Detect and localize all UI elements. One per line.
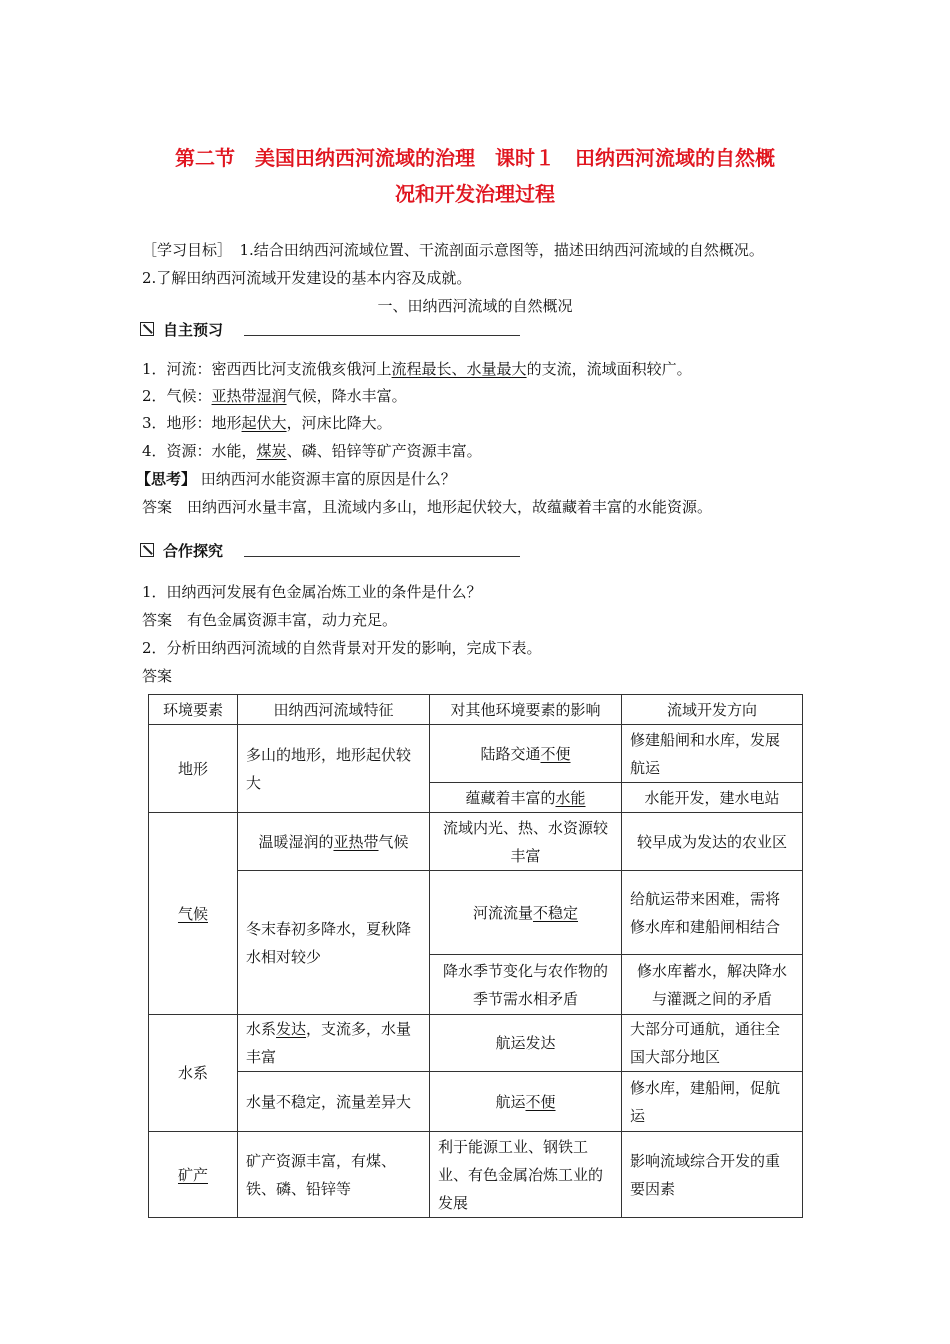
climate-feature-2: 冬末春初多降水，夏秋降水相对较少 [238,871,430,1015]
text-fragment: 蕴藏着丰富的 [465,788,556,807]
water-direction-1: 大部分可通航，通往全国大部分地区 [622,1015,803,1072]
climate-effect-1: 流域内光、热、水资源较丰富 [430,813,622,871]
factor-terrain: 地形 [149,725,238,813]
header-cell: 环境要素 [149,695,238,725]
text-fragment: 煤炭 [256,442,287,460]
text-fragment: 起伏大 [241,414,287,432]
factor-water: 水系 [149,1015,238,1132]
text-fragment: 1．河流：密西西比河支流俄亥俄河上 [142,360,392,378]
text-fragment: ，支流多，水量丰富 [246,1020,412,1066]
terrain-direction-2: 水能开发，建水电站 [622,783,803,813]
header-cell: 流域开发方向 [622,695,803,725]
analysis-table [148,694,803,1218]
text-fragment: 、磷、铅锌等矿产资源丰富。 [286,442,482,460]
table-row [149,725,803,783]
answer-1: 答案 有色金属资源丰富，动力充足。 [142,611,398,629]
text-fragment: 气候 [378,832,409,851]
question-1: 1．田纳西河发展有色金属冶炼工业的条件是什么？ [142,583,482,601]
mineral-direction: 影响流域综合开发的重要因素 [622,1132,803,1218]
water-feature-2: 水量不稳定，流量差异大 [238,1072,430,1132]
water-effect-2 [430,1072,622,1132]
text-fragment: 的支流，流域面积较广。 [526,360,692,378]
text-fragment: ，河床比降大。 [286,414,392,432]
text-fragment: 水系 [246,1020,277,1038]
water-effect-1: 航运发达 [430,1015,622,1072]
text-fragment: 水能 [555,788,586,807]
text-fragment: 不稳定 [533,903,579,922]
section-header-preview [140,319,223,339]
text-fragment: 河流流量 [472,903,533,922]
table-header-row [149,695,803,725]
section-header-explore [140,540,223,560]
water-direction-2: 修水库，建船闸，促航运 [622,1072,803,1132]
terrain-effect-2 [430,783,622,813]
section-rule [244,556,520,557]
terrain-effect-1 [430,725,622,783]
mineral-feature: 矿产资源丰富，有煤、铁、磷、铅锌等 [238,1132,430,1218]
climate-feature-1 [238,813,430,871]
think-question [136,469,456,489]
table-row [149,1015,803,1072]
text-fragment: 气候，降水丰富。 [286,387,407,405]
preview-item-resources [142,441,482,461]
preview-item-terrain [142,413,392,433]
section-label: 自主预习 [163,320,224,339]
text-fragment: 流程最长、水量最大 [391,360,527,378]
page-title-line-2: 况和开发治理过程 [395,182,555,206]
factor-mineral [149,1132,238,1218]
text-fragment: 不便 [540,744,571,763]
text-fragment: 亚热带湿润 [211,387,287,405]
learning-objective-line-2: 2.了解田纳西河流域开发建设的基本内容及成就。 [142,269,472,287]
section-rule [244,335,520,336]
table-row [149,1072,803,1132]
terrain-direction-1: 修建船闸和水库，发展航运 [622,725,803,783]
text-fragment: 不便 [525,1092,556,1111]
mineral-effect: 利于能源工业、钢铁工业、有色金属冶炼工业的发展 [430,1132,622,1218]
text-fragment: 温暖湿润的 [258,832,334,851]
table-row [149,871,803,955]
table-row [149,1132,803,1218]
arrow-box-icon [140,322,154,336]
table-row [149,813,803,871]
think-answer: 答案 田纳西河水量丰富，且流域内多山，地形起伏较大，故蕴藏着丰富的水能资源。 [142,498,713,516]
text-fragment: 矿产 [177,1165,208,1184]
text-fragment: 气候 [177,904,208,923]
text-fragment: 亚热带 [333,832,379,851]
water-feature-1 [238,1015,430,1072]
part-heading: 一、田纳西河流域的自然概况 [377,297,573,315]
text-fragment: 3．地形：地形 [142,414,242,432]
learning-objective-line-1: ［学习目标］ 1.结合田纳西河流域位置、干流剖面示意图等，描述田纳西河流域的自然概况。 [142,241,764,259]
text-fragment: 发达 [276,1020,307,1038]
text-fragment: 田纳西河水能资源丰富的原因是什么？ [200,470,456,488]
climate-effect-2 [430,871,622,955]
text-fragment: 航运 [495,1092,526,1111]
preview-item-river [142,359,692,379]
question-2: 2．分析田纳西河流域的自然背景对开发的影响，完成下表。 [142,639,542,657]
section-label: 合作探究 [163,541,224,560]
page-title-line-1: 第二节 美国田纳西河流域的治理 课时１ 田纳西河流域的自然概 [175,146,775,170]
climate-direction-3: 修水库蓄水，解决降水与灌溉之间的矛盾 [622,955,803,1015]
terrain-feature: 多山的地形，地形起伏较大 [238,725,430,813]
answer-2-label: 答案 [142,667,173,685]
header-cell: 对其他环境要素的影响 [430,695,622,725]
climate-direction-2: 给航运带来困难，需将修水库和建船闸相结合 [622,871,803,955]
think-tag: 【思考】 [136,470,197,488]
text-fragment: 4．资源：水能， [142,442,257,460]
climate-effect-3: 降水季节变化与农作物的季节需水相矛盾 [430,955,622,1015]
text-fragment: 陆路交通 [480,744,541,763]
header-cell: 田纳西河流域特征 [238,695,430,725]
text-fragment: 2．气候： [142,387,212,405]
factor-climate [149,813,238,1015]
climate-direction-1: 较早成为发达的农业区 [622,813,803,871]
arrow-box-icon [140,543,154,557]
preview-item-climate [142,386,407,406]
